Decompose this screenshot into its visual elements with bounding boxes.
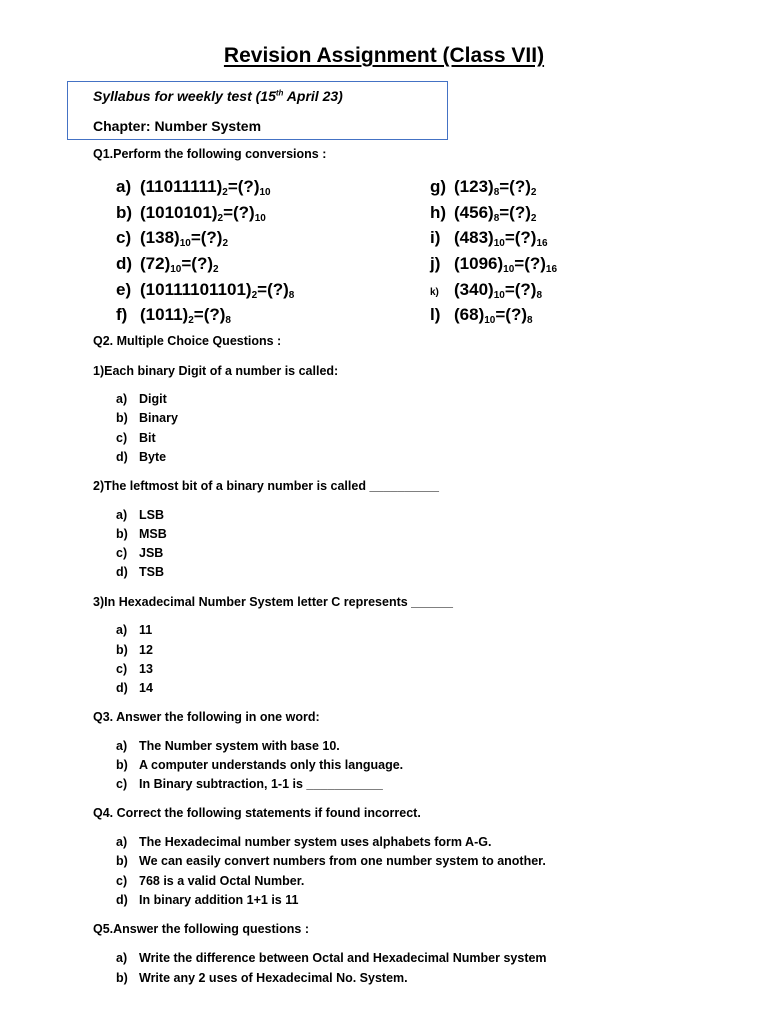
q4-item: a) The Hexadecimal number system uses alphabets form A-G. [116, 835, 492, 849]
mcq-option: a) Digit [116, 392, 167, 406]
conversion-item: i) $(483)_{10}=(?)_{16}$ [430, 228, 548, 249]
conversion-item: d) $(72)_{10}=(?)_2$ [116, 254, 219, 275]
mcq-option: d) TSB [116, 565, 164, 579]
mcq-option: b) 12 [116, 643, 153, 657]
q4-item: b) We can easily convert numbers from one number system to another. [116, 854, 546, 868]
mcq-option: c) JSB [116, 546, 164, 560]
chapter-name: Chapter: Number System [93, 118, 262, 134]
mcq-option: c) Bit [116, 431, 156, 445]
mcq-option: d) Byte [116, 450, 167, 464]
q5-item: a) Write the difference between Octal and Hexadecimal Number system [116, 951, 547, 965]
q3-item: a) The Number system with base 10. [116, 739, 340, 753]
q5-heading: Q5.Answer the following questions : [93, 922, 309, 936]
conversion-item: a) $(11011111)_2=(?)_{10}$ [116, 177, 271, 198]
mcq-option: c) 13 [116, 662, 153, 676]
syllabus-date: Syllabus for weekly test (15th April 23) [93, 88, 343, 104]
mcq-question: 2)The leftmost bit of a binary number is called __________ [93, 479, 439, 493]
q4-item: d) In binary addition 1+1 is 11 [116, 893, 299, 907]
q4-heading: Q4. Correct the following statements if found incorrect. [93, 806, 421, 820]
syllabus-box [67, 81, 448, 140]
q2-heading: Q2. Multiple Choice Questions : [93, 334, 282, 348]
mcq-question: 1)Each binary Digit of a number is called: [93, 364, 339, 378]
conversion-item: b) $(1010101)_2=(?)_{10}$ [116, 203, 266, 224]
mcq-option: d) 14 [116, 681, 153, 695]
q3-item: c) In Binary subtraction, 1-1 is ___________ [116, 777, 383, 791]
q5-item: b) Write any 2 uses of Hexadecimal No. System. [116, 971, 408, 985]
q1-heading: Q1.Perform the following conversions : [93, 147, 327, 161]
conversion-item: c) $(138)_{10}=(?)_2$ [116, 228, 229, 249]
q4-item: c) 768 is a valid Octal Number. [116, 874, 305, 888]
page-title: Revision Assignment (Class VII) [223, 44, 545, 67]
conversion-item: h) $(456)_8=(?)_2$ [430, 203, 537, 224]
mcq-option: b) MSB [116, 527, 167, 541]
mcq-option: a) 11 [116, 623, 153, 637]
conversion-item: l) $(68)_{10}=(?)_8$ [430, 305, 533, 326]
q3-heading: Q3. Answer the following in one word: [93, 710, 320, 724]
mcq-option: b) Binary [116, 411, 178, 425]
mcq-question: 3)In Hexadecimal Number System letter C represents ______ [93, 595, 453, 609]
conversion-item: g) $(123)_8=(?)_2$ [430, 177, 537, 198]
conversion-item: e) $(10111101101)_2=(?)_8$ [116, 280, 295, 301]
q3-item: b) A computer understands only this language. [116, 758, 404, 772]
conversion-item: f) $(1011)_2=(?)_8$ [116, 305, 231, 326]
conversion-item: j) $(1096)_{10}=(?)_{16}$ [430, 254, 558, 275]
mcq-option: a) LSB [116, 508, 164, 522]
conversion-item: k) $(340)_{10}=(?)_8$ [430, 280, 543, 301]
